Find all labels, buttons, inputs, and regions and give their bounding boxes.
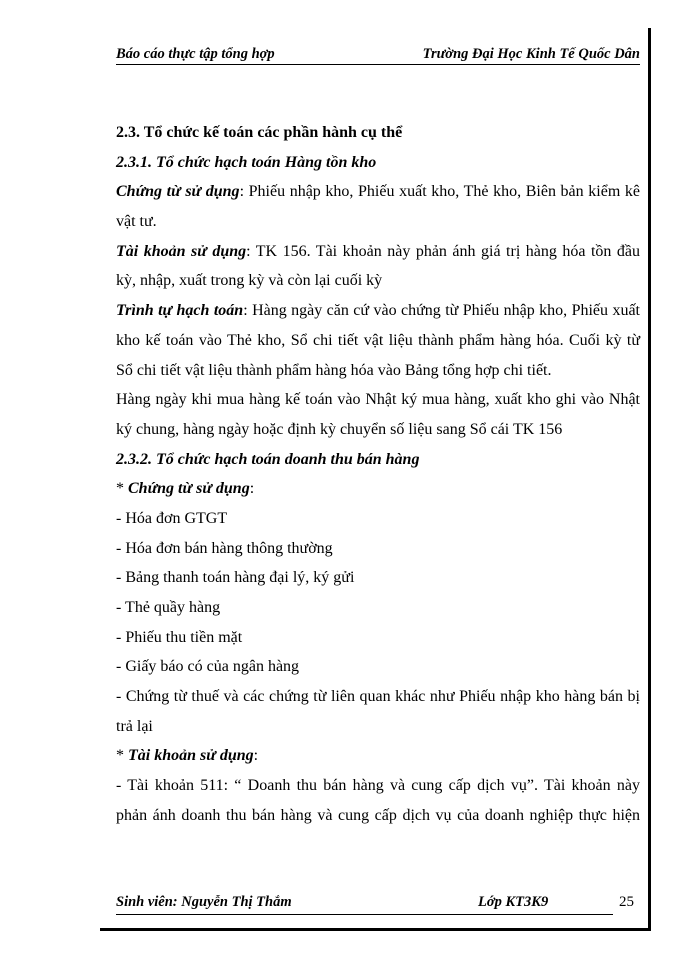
paragraph-line: - Tài khoản 511: “ Doanh thu bán hàng và cung cấp dịch vụ”. Tài khoản này xyxy=(116,777,640,795)
list-item: - Chứng từ thuế và các chứng từ liên quan khác như Phiếu nhập kho hàng bán bị xyxy=(116,688,640,706)
subsection-title-inventory: 2.3.1. Tổ chức hạch toán Hàng tồn kho xyxy=(116,153,377,171)
paragraph-line: Hàng ngày khi mua hàng kế toán vào Nhật ký mua hàng, xuất kho ghi vào Nhật xyxy=(116,391,640,409)
paragraph-line: Tài khoản sử dụng: TK 156. Tài khoản này phản ánh giá trị hàng hóa tồn đầu xyxy=(116,242,641,260)
footer-class: Lớp KT3K9 xyxy=(478,894,549,910)
paragraph-line: Chứng từ sử dụng: Phiếu nhập kho, Phiếu xuất kho, Thẻ kho, Biên bản kiểm kê xyxy=(116,183,640,201)
footer-student-name: Sinh viên: Nguyễn Thị Thắm xyxy=(116,894,292,910)
section-title: 2.3. Tổ chức kế toán các phần hành cụ thể xyxy=(116,124,403,141)
list-item: - Hóa đơn GTGT xyxy=(116,509,228,527)
paragraph-line: vật tư. xyxy=(116,213,157,231)
inline-label: Tài khoản sử dụng xyxy=(116,242,247,260)
paragraph-line: phản ánh doanh thu bán hàng và cung cấp dịch vụ của doanh nghiệp thực hiện xyxy=(116,806,640,824)
header-report-title: Báo cáo thực tập tổng hợp xyxy=(116,46,275,62)
subsection-title-revenue: 2.3.2. Tổ chức hạch toán doanh thu bán hàng xyxy=(116,450,420,468)
list-item: - Giấy báo có của ngân hàng xyxy=(116,658,300,676)
paragraph-line: ký chung, hàng ngày hoặc định kỳ chuyển số liệu sang Sổ cái TK 156 xyxy=(116,420,563,438)
list-item: - Hóa đơn bán hàng thông thường xyxy=(116,539,333,557)
list-item: - Thẻ quầy hàng xyxy=(116,599,221,616)
page-footer xyxy=(116,892,640,916)
paragraph-line: Sổ chi tiết vật liệu thành phẩm hàng hóa vào Bảng tổng hợp chi tiết. xyxy=(116,361,552,379)
inline-label: Tài khoản sử dụng xyxy=(128,747,254,765)
page-number: 25 xyxy=(619,894,634,910)
page-header xyxy=(116,40,640,65)
document-body xyxy=(116,118,640,831)
paragraph-line: Trình tự hạch toán: Hàng ngày căn cứ vào chứng từ Phiếu nhập kho, Phiếu xuất xyxy=(116,302,641,320)
paragraph-line: kỳ, nhập, xuất trong kỳ và còn lại cuối kỳ xyxy=(116,272,383,290)
inline-label: Chứng từ sử dụng xyxy=(116,183,240,201)
accounts-heading: * Tài khoản sử dụng: xyxy=(116,747,259,765)
list-item: - Phiếu thu tiền mặt xyxy=(116,628,243,646)
inline-label: Chứng từ sử dụng xyxy=(128,480,250,498)
docs-heading: * Chứng từ sử dụng: xyxy=(116,480,255,498)
footer-rule xyxy=(116,914,613,915)
inline-label: Trình tự hạch toán xyxy=(116,302,244,320)
list-item-continuation: trả lại xyxy=(116,717,153,735)
paragraph-line: kho kế toán vào Thẻ kho, Sổ chi tiết vật liệu thành phẩm hàng hóa. Cuối kỳ từ xyxy=(116,331,640,349)
header-university: Trường Đại Học Kinh Tế Quốc Dân xyxy=(422,46,640,62)
list-item: - Bảng thanh toán hàng đại lý, ký gửi xyxy=(116,569,355,587)
